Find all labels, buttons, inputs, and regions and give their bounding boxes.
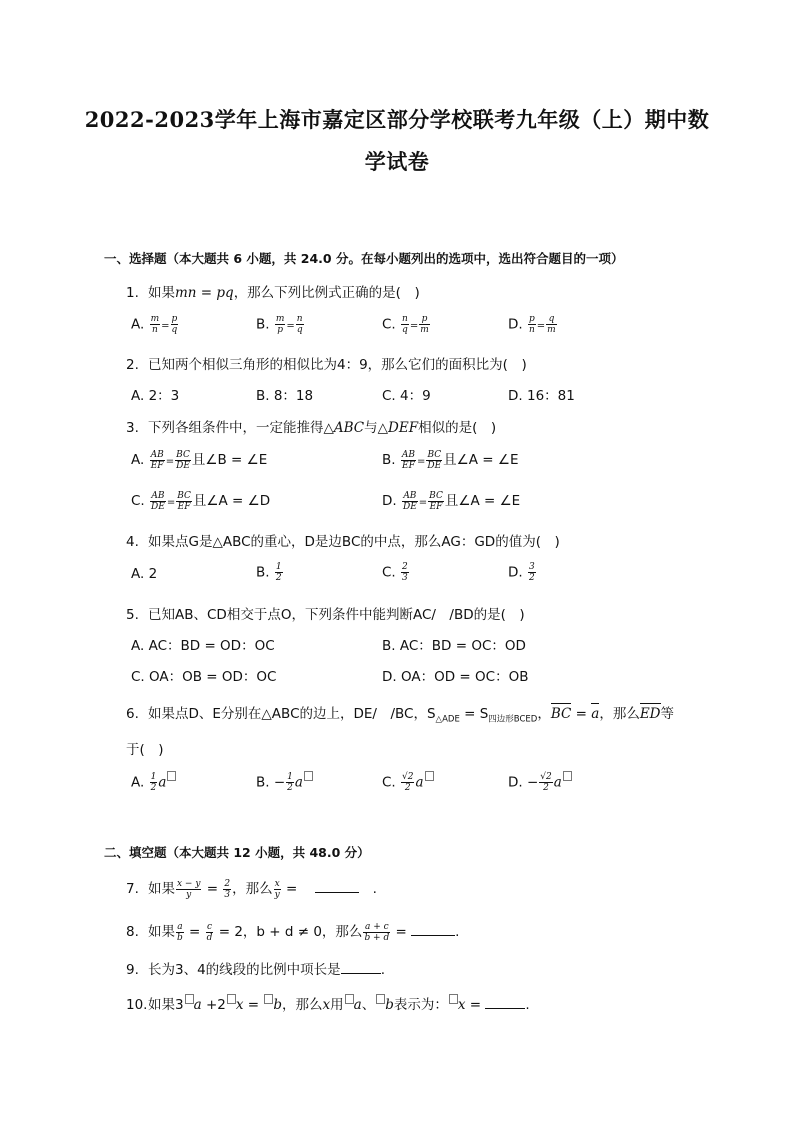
missing-glyph-icon (345, 994, 354, 1004)
doc-title-line2: 学试卷 (364, 149, 430, 174)
q2-option-b[interactable]: B. 8：18 (256, 388, 314, 404)
q4-option-c[interactable]: C. $\frac{2}{3}$ (382, 562, 408, 583)
q5-option-a[interactable]: A. AC：BD = OD：OC (131, 638, 275, 654)
q6-option-b[interactable]: B. − $\frac{1}{2}$ a (256, 771, 313, 793)
q8-answer-blank[interactable] (411, 923, 455, 936)
q3-option-a[interactable]: A. $\frac{AB}{EF}$ = $\frac{BC}{DE}$ 且∠B = ∠E (131, 449, 268, 471)
section1-heading: 一、选择题（本大题共 6 小题，共 24.0 分。在每小题列出的选项中，选出符合题目的一项） (104, 251, 624, 266)
question-9: 9. 长为3、4的线段的比例中项长是 . (126, 962, 385, 978)
q1-option-b[interactable]: B. $\frac{m}{p}$ = $\frac{n}{q}$ (256, 314, 303, 335)
q3-option-b[interactable]: B. $\frac{AB}{EF}$ = $\frac{BC}{DE}$ 且∠A = ∠E (382, 449, 519, 471)
q9-answer-blank[interactable] (341, 961, 381, 974)
q4-option-d[interactable]: D. $\frac{3}{2}$ (508, 562, 535, 583)
missing-glyph-icon (563, 771, 572, 781)
q3-option-c[interactable]: C. $\frac{AB}{DE}$ = $\frac{BC}{EF}$ 且∠A = ∠D (131, 490, 271, 512)
q5-option-b[interactable]: B. AC：BD = OC：OD (382, 638, 526, 654)
q4-option-b[interactable]: B. $\frac{1}{2}$ (256, 562, 282, 583)
q6-option-a[interactable]: A. $\frac{1}{2}$ a (131, 771, 176, 793)
doc-title-line1: 2022-2023学年上海市嘉定区部分学校联考九年级（上）期中数 (84, 107, 710, 132)
missing-glyph-icon (185, 994, 194, 1004)
q1-option-d[interactable]: D. $\frac{p}{n}$ = $\frac{q}{m}$ (508, 314, 556, 335)
missing-glyph-icon (227, 994, 236, 1004)
question-3: 3. 下列各组条件中，一定能推得△ABC与△DEF相似的是( ) (126, 420, 497, 436)
question-7: 7. 如果 $\frac{x - y}{y}$ = $\frac{2}{3}$ ，那么 $\frac{x}{y}$ = . (126, 878, 377, 900)
missing-glyph-icon (304, 771, 313, 781)
q5-option-c[interactable]: C. OA：OB = OD：OC (131, 669, 277, 685)
q3-option-d[interactable]: D. $\frac{AB}{DE}$ = $\frac{BC}{EF}$ 且∠A = ∠E (382, 490, 521, 512)
missing-glyph-icon (376, 994, 385, 1004)
q5-option-d[interactable]: D. OA：OD = OC：OB (382, 669, 529, 685)
missing-glyph-icon (449, 994, 458, 1004)
q10-answer-blank[interactable] (485, 996, 525, 1009)
missing-glyph-icon (167, 771, 176, 781)
q7-answer-blank[interactable] (315, 880, 359, 893)
question-5: 5. 已知AB、CD相交于点O，下列条件中能判断AC/ /BD的是( ) (126, 607, 525, 623)
question-8: 8. 如果 $\frac{a}{b}$ = $\frac{c}{d}$ = 2，b + d ≠ 0，那么 $\frac{a + c}{b + d}$ = . (126, 921, 460, 943)
q2-option-c[interactable]: C. 4：9 (382, 388, 431, 404)
missing-glyph-icon (425, 771, 434, 781)
question-6: 6. 如果点D、E分别在△ABC的边上，DE/ /BC，$S_{\triangle ADE} = S_{四边形BCED}$，BC = a，那么ED等 (126, 706, 675, 725)
question-2: 2. 已知两个相似三角形的相似比为4：9，那么它们的面积比为( ) (126, 357, 527, 373)
question-10: 10.如果3 a +2 x = b，那么x用 a、 b表示为： x = . (126, 993, 530, 1013)
q4-option-a[interactable]: A. 2 (131, 566, 158, 582)
question-6-line2: 于( ) (126, 742, 164, 758)
question-1: 1. 如果mn = pq，那么下列比例式正确的是( ) (126, 285, 420, 301)
q2-option-a[interactable]: A. 2：3 (131, 388, 180, 404)
q1-option-c[interactable]: C. $\frac{n}{q}$ = $\frac{p}{m}$ (382, 314, 429, 335)
section2-heading: 二、填空题（本大题共 12 小题，共 48.0 分） (104, 845, 370, 860)
q6-option-d[interactable]: D. − $\frac{√2}{2}$ a (508, 771, 572, 793)
q6-option-c[interactable]: C. $\frac{√2}{2}$ a (382, 771, 434, 793)
question-4: 4. 如果点G是△ABC的重心，D是边BC的中点，那么AG：GD的值为( ) (126, 534, 560, 550)
q1-number: 1. (126, 285, 139, 301)
q1-option-a[interactable]: A. $\frac{m}{n}$ = $\frac{p}{q}$ (131, 314, 178, 335)
q2-option-d[interactable]: D. 16：81 (508, 388, 575, 404)
